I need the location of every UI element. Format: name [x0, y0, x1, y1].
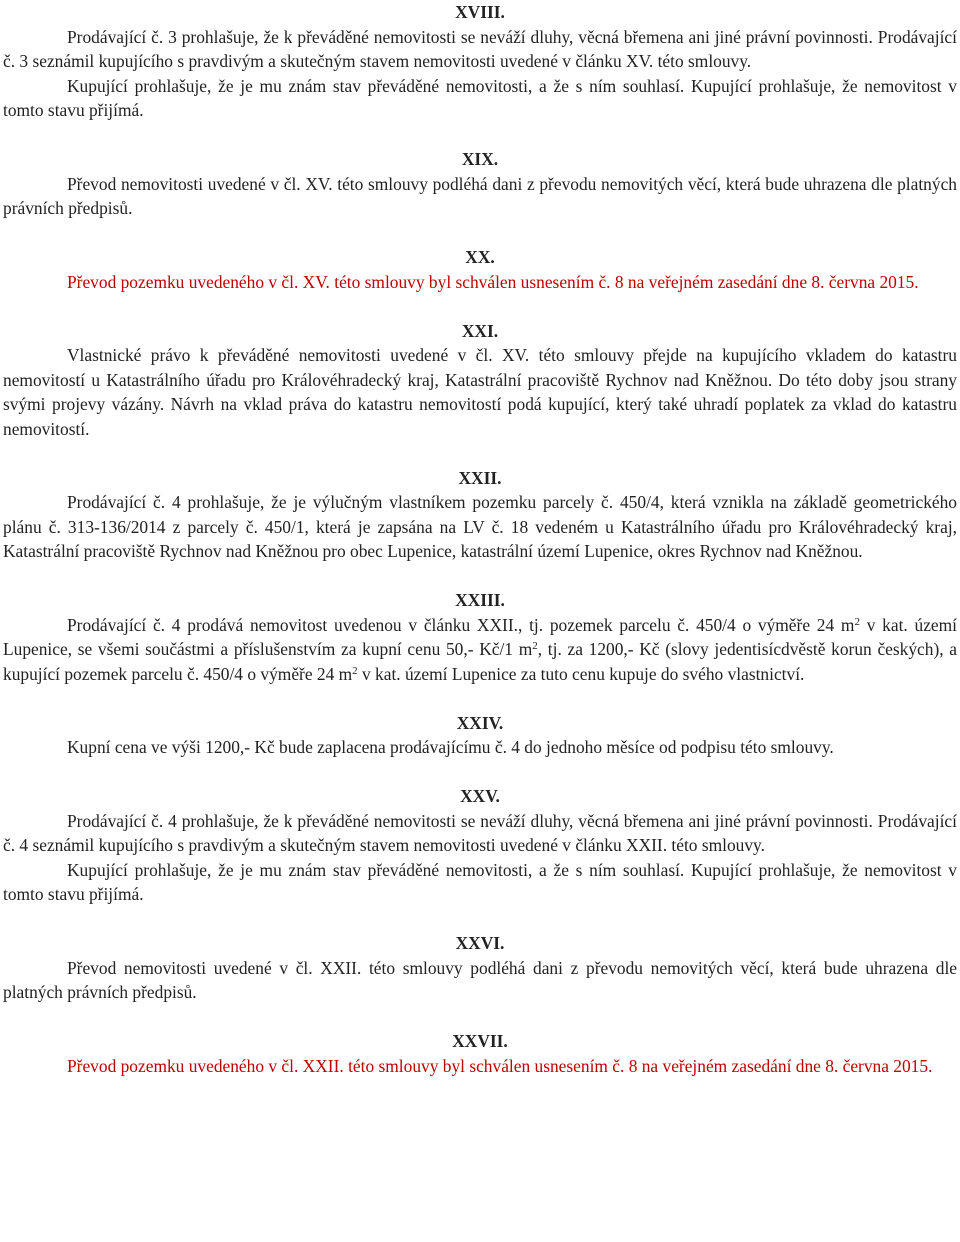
- superscript: 2: [532, 640, 538, 652]
- article-paragraph: Prodávající č. 4 prohlašuje, že je výlučným vlastníkem pozemku parcely č. 450/4, která vznikla na základě geometrického plánu č. 313-136/2014 z parcely č. 450/1, která je zapsána na LV č. 18 vedeném u Katastrálního úřadu pro Královéhradecký kraj, Katastrální pracoviště Rychnov nad Kněžnou pro obec Lupenice, katastrální území Lupenice, okres Rychnov nad Kněžnou.: [3, 492, 957, 561]
- article-xxvi: [3, 931, 957, 1005]
- article-heading: XXV.: [460, 786, 500, 806]
- article-xviii: [3, 0, 957, 123]
- superscript: 2: [854, 615, 860, 628]
- article-paragraph: Převod nemovitosti uvedené v čl. XV. této smlouvy podléhá dani z převodu nemovitých věcí, která bude uhrazena dle platných právních předpisů.: [3, 173, 957, 218]
- article-paragraph: Kupní cena ve výši 1200,- Kč bude zaplacena prodávajícímu č. 4 do jednoho měsíce od podpisu této smlouvy.: [67, 737, 834, 757]
- article-xxiii: [3, 588, 957, 686]
- superscript: 2: [352, 664, 358, 677]
- text-run: v kat. území Lupenice za tuto cenu kupuje do svého vlastnictví.: [357, 663, 805, 684]
- article-xx: [3, 245, 957, 294]
- article-paragraph: Kupující prohlašuje, že je mu znám stav převáděné nemovitosti, a že s ním souhlasí. Kupující prohlašuje, že nemovitost v tomto stavu přijímá.: [3, 75, 957, 120]
- article-xxi: [3, 319, 957, 442]
- article-xxiv: [3, 711, 957, 760]
- text-run: Prodávající č. 4 prodává nemovitost uvedenou v článku XXII., tj. pozemek parcelu č. 450/4 o výměře 24 m: [67, 614, 855, 635]
- article-paragraph: [3, 613, 957, 687]
- article-heading: XXVII.: [452, 1031, 508, 1051]
- article-heading: XIX.: [461, 149, 499, 169]
- article-heading: XX.: [465, 247, 495, 267]
- article-xxv: [3, 784, 957, 907]
- article-heading: XXI.: [461, 320, 499, 341]
- article-paragraph: Prodávající č. 4 prohlašuje, že k převáděné nemovitosti se neváží dluhy, věcná břemena ani jiné právní povinnosti. Prodávající č. 4 seznámil kupujícího s pravdivým a skutečným stavem nemovitosti uvedené v článku XXII. této smlouvy.: [3, 810, 957, 855]
- text-run: , tj. za 1200,- Kč (slovy jedentisícdvěstě korun českých), a kupující pozemek parcelu č. 450/4 o výměře 24 m: [3, 639, 958, 684]
- article-paragraph: Vlastnické právo k převáděné nemovitosti uvedené v čl. XV. této smlouvy přejde na kupujícího vkladem do katastru nemovitostí u Katastrálního úřadu pro Královéhradecký kraj, Katastrální pracoviště Rychnov nad Kněžnou. Do této doby jsou strany svými projevy vázány. Návrh na vklad práva do katastru nemovitostí podá kupující, který také uhradí poplatek za vklad do katastru nemovitostí.: [3, 345, 957, 439]
- article-heading: XXII.: [458, 467, 502, 488]
- article-paragraph: Převod nemovitosti uvedené v čl. XXII. této smlouvy podléhá dani z převodu nemovitých věcí, která bude uhrazena dle platných právních předpisů.: [3, 957, 957, 1002]
- article-heading: XXIV.: [456, 712, 504, 733]
- article-heading: XXVI.: [455, 933, 505, 953]
- article-paragraph: Kupující prohlašuje, že je mu znám stav převáděné nemovitosti, a že s ním souhlasí. Kupující prohlašuje, že nemovitost v tomto stavu přijímá.: [3, 859, 957, 904]
- article-xxii: [3, 466, 957, 564]
- article-paragraph-highlighted: Převod pozemku uvedeného v čl. XXII. této smlouvy byl schválen usnesením č. 8 na veřejném zasedání dne 8. června 2015.: [67, 1055, 933, 1076]
- article-xxvii: [3, 1029, 957, 1078]
- article-xix: [3, 147, 957, 221]
- article-heading: XXIII.: [455, 590, 505, 610]
- article-heading: XVIII.: [455, 2, 505, 22]
- article-paragraph-highlighted: Převod pozemku uvedeného v čl. XV. této smlouvy byl schválen usnesením č. 8 na veřejném zasedání dne 8. června 2015.: [67, 271, 919, 292]
- text-run: v kat. území Lupenice, se všemi součástmi a příslušenstvím za kupní cenu 50,- Kč/1 m: [3, 614, 957, 659]
- article-paragraph: Prodávající č. 3 prohlašuje, že k převáděné nemovitosti se neváží dluhy, věcná břemena ani jiné právní povinnosti. Prodávající č. 3 seznámil kupujícího s pravdivým a skutečným stavem nemovitosti uvedené v článku XV. této smlouvy.: [3, 26, 957, 71]
